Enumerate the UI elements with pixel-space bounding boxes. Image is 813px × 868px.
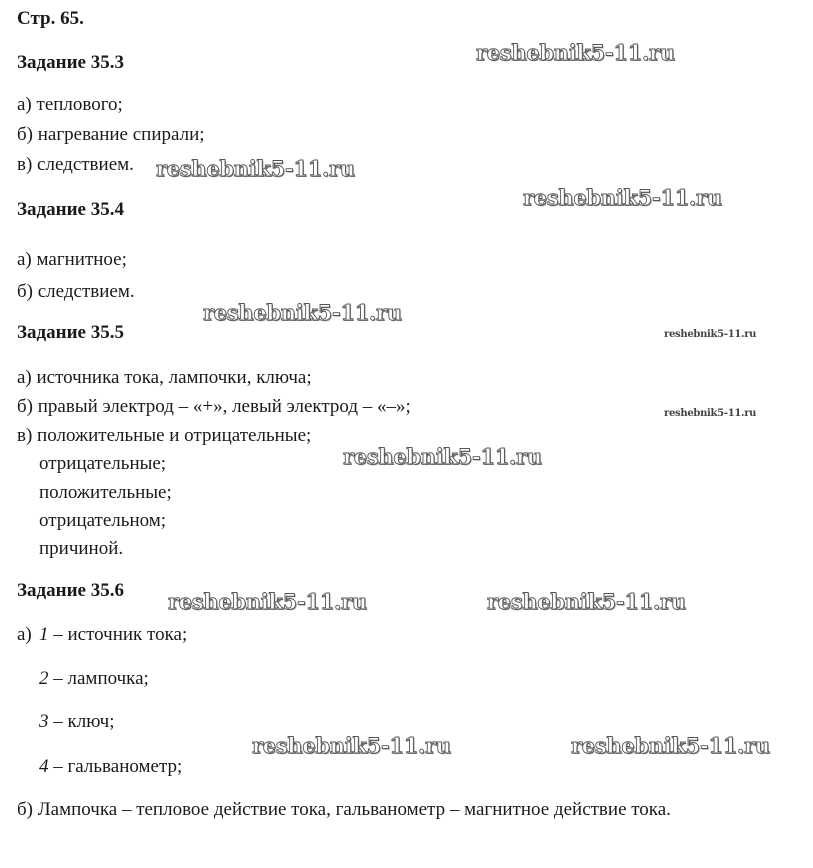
task-35-6-item xyxy=(39,711,115,733)
task-35-5-answer-c-line5: причиной. xyxy=(39,538,124,559)
task-35-3-title: Задание 35.3 xyxy=(17,52,124,73)
watermark: reshebnik5-11.ru xyxy=(252,733,451,758)
task-35-3-answer-b: б) нагревание спирали; xyxy=(17,124,205,145)
watermark: reshebnik5-11.ru xyxy=(664,408,757,419)
item-text: – лампочка; xyxy=(48,668,149,689)
watermark: reshebnik5-11.ru xyxy=(664,329,757,340)
task-35-3-answer-a: а) теплового; xyxy=(17,94,123,115)
watermark: reshebnik5-11.ru xyxy=(168,589,367,614)
task-35-3-answer-c: в) следствием. xyxy=(17,154,134,175)
item-number: 1 xyxy=(39,624,49,645)
item-text: – ключ; xyxy=(48,711,115,732)
watermark: reshebnik5-11.ru xyxy=(571,733,770,758)
task-35-6-answer-a-prefix: а) xyxy=(17,624,32,645)
task-35-5-answer-a: а) источника тока, лампочки, ключа; xyxy=(17,367,312,388)
task-35-6-answer-b: б) Лампочка – тепловое действие тока, гальванометр – магнитное действие тока. xyxy=(17,799,671,820)
task-35-5-answer-c: в) положительные и отрицательные; xyxy=(17,425,312,446)
task-35-5-title: Задание 35.5 xyxy=(17,322,124,343)
item-text: – источник тока; xyxy=(48,624,188,645)
task-35-5-answer-b: б) правый электрод – «+», левый электрод – «–»; xyxy=(17,396,411,417)
watermark: reshebnik5-11.ru xyxy=(156,156,355,181)
watermark: reshebnik5-11.ru xyxy=(476,40,675,65)
item-number: 4 xyxy=(39,756,49,777)
task-35-6-item xyxy=(39,756,182,778)
task-35-6-item xyxy=(39,624,187,646)
task-35-4-answer-b: б) следствием. xyxy=(17,281,135,302)
watermark: reshebnik5-11.ru xyxy=(487,589,686,614)
item-number: 3 xyxy=(39,711,49,732)
task-35-5-answer-c-line2: отрицательные; xyxy=(39,453,167,474)
task-35-6-title: Задание 35.6 xyxy=(17,580,124,601)
item-text: – гальванометр; xyxy=(48,756,183,777)
task-35-4-answer-a: а) магнитное; xyxy=(17,249,127,270)
watermark: reshebnik5-11.ru xyxy=(203,300,402,325)
task-35-5-answer-c-line4: отрицательном; xyxy=(39,510,167,531)
page-number: Стр. 65. xyxy=(17,8,84,29)
task-35-5-answer-c-line3: положительные; xyxy=(39,482,172,503)
task-35-6-item xyxy=(39,668,149,690)
task-35-4-title: Задание 35.4 xyxy=(17,199,124,220)
watermark: reshebnik5-11.ru xyxy=(343,444,542,469)
watermark: reshebnik5-11.ru xyxy=(523,185,722,210)
item-number: 2 xyxy=(39,668,49,689)
